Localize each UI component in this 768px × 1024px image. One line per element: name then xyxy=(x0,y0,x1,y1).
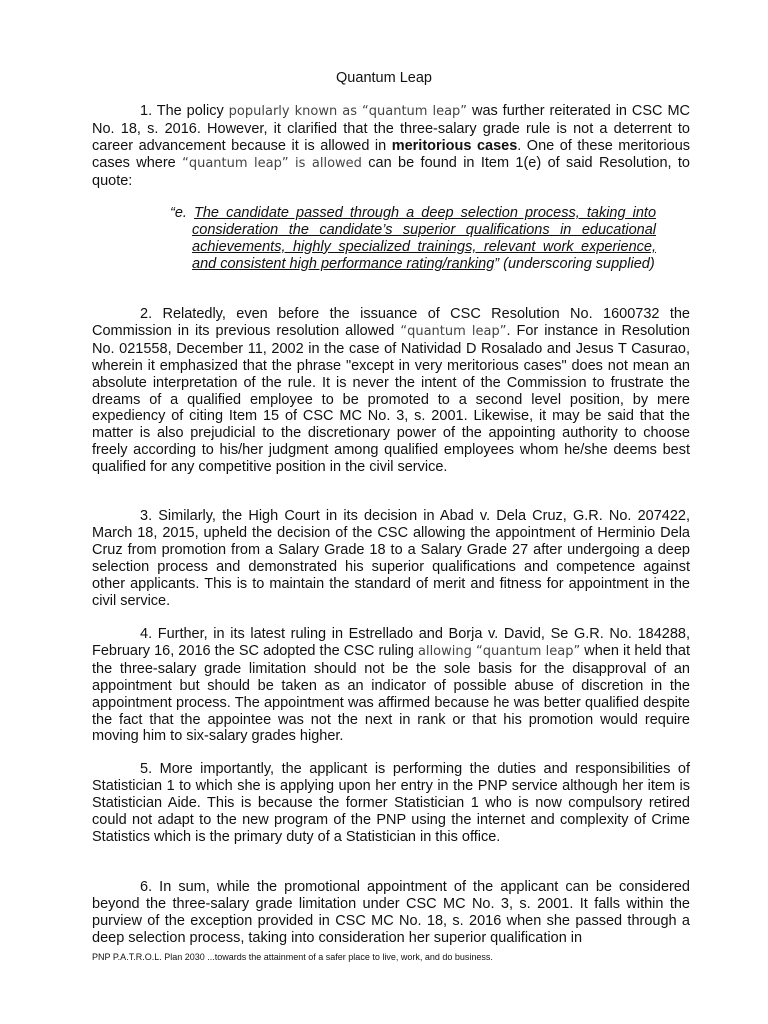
para1-text-a: 1. The policy xyxy=(140,103,229,119)
para1-text-d: . One of these meritorious cases where xyxy=(92,137,691,171)
para6-text: 6. In sum, while the promotional appointment of the applicant can be considered beyond the three-salary grade limitation under CSC MC No. 3, s. 2001. It falls within the purview of the exception provided in CSC MC No. 18, s. 2016 when she passed through a deep selection process, taking into consideration her superior qualification in xyxy=(92,879,690,946)
para2-text-c: . For instance in Resolution No. 021558, December 11, 2002 in the case of Natividad D Rosalado and Jesus T Casurao, wherein it emphasized that the phrase "except in very meritorious cases" does not mean an absolute interpretation of the rule. It is never the intent of the Commission to frustrate the dreams of a qualified employee to be promoted to a second level position, by mere expediency of citing Item 15 of CSC MC No. 3, s. 2001. Likewise, it may be said that the matter is also prejudicial to the discretionary power of the appointing authority to choose freely according to his/her judgment among qualified employees whom he/she deems best qualified for any competitive position in the civil service. xyxy=(92,322,690,476)
paragraph-3 xyxy=(92,508,690,609)
paragraph-5 xyxy=(92,761,690,846)
para4-text-a: 4. Further, in its latest ruling in Estrellado and Borja v. David, Se G.R. No. 184288, February 16, 2016 the SC adopted the CSC ruling xyxy=(92,626,690,659)
paragraph-6 xyxy=(92,879,690,947)
para1-text-e: “quantum leap” is allowed xyxy=(182,155,362,171)
para2-text-b: “quantum leap” xyxy=(400,323,507,339)
para5-text: 5. More importantly, the applicant is performing the duties and responsibilities of Statistician 1 to which she is applying upon her entry in the PNP service although her item is Statistician Aide. This is because the former Statistician 1 who is now compulsory retired could not adapt to the new program of the PNP using the internet and complexity of Crime Statistics which is the primary duty of a Statistician in this office. xyxy=(92,761,690,845)
quote-underlined-text: The candidate passed through a deep selection process, taking into consideration the candidate’s superior qualifications in educational achievements, highly specialized trainings, relevant work experience, and consistent high performance rating/ranking xyxy=(192,205,657,272)
para1-text-c: was further reiterated in CSC MC No. 18, s. 2016. However, it clarified that the three-salary grade rule is not a deterrent to career advancement because it is allowed in xyxy=(92,103,690,154)
quote-prefix: “e. xyxy=(170,205,195,221)
quoted-provision xyxy=(170,205,656,273)
para3-text: 3. Similarly, the High Court in its decision in Abad v. Dela Cruz, G.R. No. 207422, March 18, 2015, upheld the decision of the CSC allowing the appointment of Herminio Dela Cruz from promotion from a Salary Grade 18 to a Salary Grade 27 after undergoing a deep selection process and demonstrated his superior qualifications and competence against other applicants. This is to maintain the standard of merit and fitness for appointment in the civil service. xyxy=(92,508,690,609)
page-footer: PNP P.A.T.R.O.L. Plan 2030 ...towards the attainment of a safer place to live, work, and do business. xyxy=(92,952,493,962)
para4-text-b: allowing “quantum leap” xyxy=(417,643,581,659)
para2-text-a: 2. Relatedly, even before the issuance of CSC Resolution No. 1600732 the Commission in its previous resolution allowed xyxy=(92,306,690,339)
page-title: Quantum Leap xyxy=(336,70,432,86)
para1-text-b: popularly known as “quantum leap” xyxy=(228,104,468,119)
paragraph-1 xyxy=(92,103,690,190)
paragraph-4 xyxy=(92,626,690,745)
para1-text-f: can be found in Item 1(e) of said Resolution, to quote: xyxy=(92,154,690,189)
para4-text-c: when it held that the three-salary grade limitation should not be the sole basis for the disapproval of an appointment but should be taken as an indicator of possible abuse of discretion in the appointment process. The appointment was affirmed because he was better qualified despite the fact that the appointee was not the next in rank or that his promotion would require moving him to six-salary grades higher. xyxy=(92,642,690,745)
paragraph-2 xyxy=(92,306,690,476)
quote-suffix: ” (underscoring supplied) xyxy=(494,255,655,272)
para1-bold-term: meritorious cases xyxy=(391,137,518,154)
